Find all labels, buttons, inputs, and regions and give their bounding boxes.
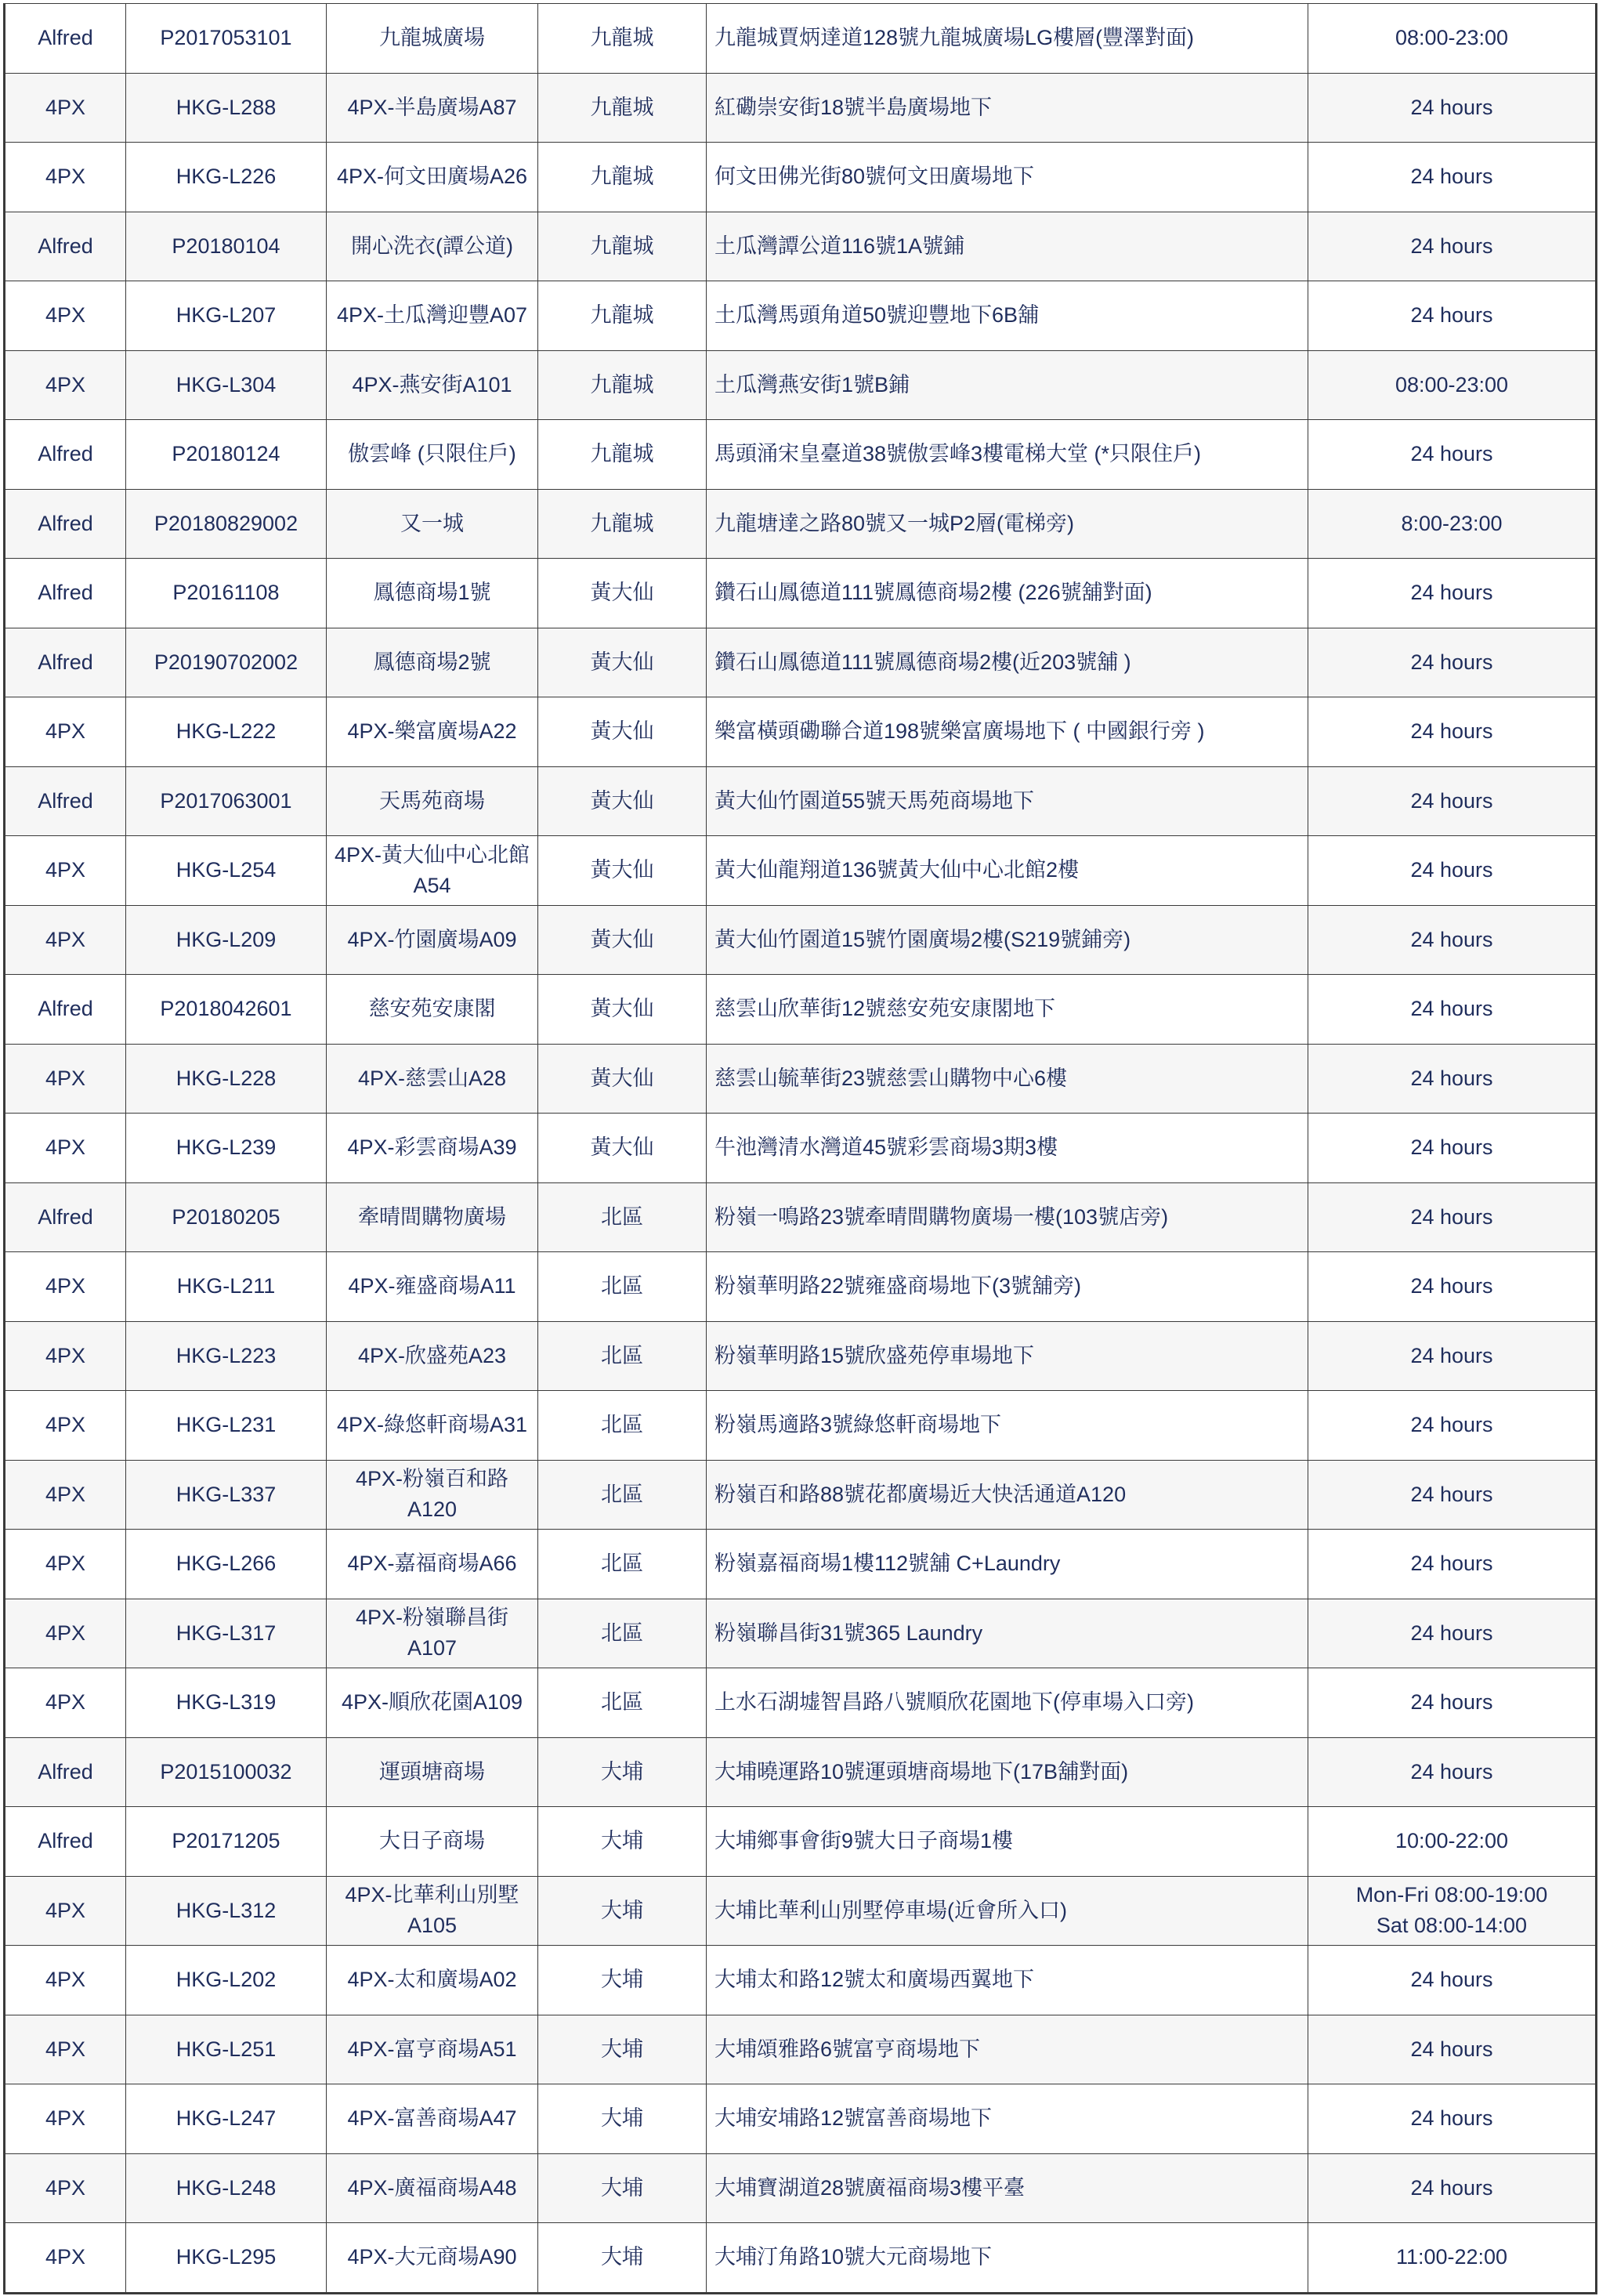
- table-row: [5, 1252, 1597, 1322]
- district-cell: 黃大仙: [538, 975, 707, 1045]
- location-name-cell: 4PX-廣福商場A48: [327, 2153, 538, 2223]
- locker-code-cell: HKG-L207: [126, 281, 327, 351]
- opening-hours-cell: 24 hours: [1308, 420, 1597, 490]
- location-name-cell: 九龍城廣場: [327, 4, 538, 74]
- provider-cell: 4PX: [5, 697, 126, 767]
- district-cell: 黃大仙: [538, 628, 707, 697]
- district-cell: 黃大仙: [538, 1044, 707, 1114]
- address-cell: 鑽石山鳳德道111號鳳德商場2樓(近203號舖 ): [707, 628, 1308, 697]
- location-name-cell: 4PX-燕安街A101: [327, 350, 538, 420]
- location-name-cell: 4PX-富亨商場A51: [327, 2015, 538, 2084]
- table-row: [5, 1946, 1597, 2015]
- opening-hours-cell: 08:00-23:00: [1308, 350, 1597, 420]
- district-cell: 北區: [538, 1391, 707, 1461]
- table-row: [5, 1044, 1597, 1114]
- locker-code-cell: HKG-L337: [126, 1460, 327, 1530]
- opening-hours-cell: 24 hours: [1308, 1044, 1597, 1114]
- provider-cell: Alfred: [5, 559, 126, 628]
- provider-cell: 4PX: [5, 1946, 126, 2015]
- address-cell: 大埔頌雅路6號富亨商場地下: [707, 2015, 1308, 2084]
- locker-code-cell: P20171205: [126, 1807, 327, 1877]
- provider-cell: Alfred: [5, 628, 126, 697]
- provider-cell: Alfred: [5, 766, 126, 836]
- district-cell: 九龍城: [538, 212, 707, 281]
- district-cell: 黃大仙: [538, 766, 707, 836]
- locker-code-cell: HKG-L228: [126, 1044, 327, 1114]
- table-row: [5, 1321, 1597, 1391]
- locker-code-cell: HKG-L288: [126, 73, 327, 143]
- locker-code-cell: HKG-L226: [126, 143, 327, 212]
- location-name-cell: 又一城: [327, 489, 538, 559]
- address-cell: 大埔太和路12號太和廣場西翼地下: [707, 1946, 1308, 2015]
- location-name-cell: 4PX-黃大仙中心北館A54: [327, 836, 538, 906]
- address-cell: 樂富橫頭磡聯合道198號樂富廣場地下 ( 中國銀行旁 ): [707, 697, 1308, 767]
- location-name-cell: 天馬苑商場: [327, 766, 538, 836]
- opening-hours-cell: Mon-Fri 08:00-19:00 Sat 08:00-14:00: [1308, 1876, 1597, 1946]
- district-cell: 北區: [538, 1321, 707, 1391]
- table-row: [5, 4, 1597, 74]
- address-cell: 九龍城賈炳達道128號九龍城廣場LG樓層(豐澤對面): [707, 4, 1308, 74]
- location-name-cell: 鳳德商場1號: [327, 559, 538, 628]
- opening-hours-cell: 24 hours: [1308, 143, 1597, 212]
- location-name-cell: 4PX-順欣花園A109: [327, 1668, 538, 1738]
- location-name-cell: 4PX-綠悠軒商場A31: [327, 1391, 538, 1461]
- locker-code-cell: HKG-L231: [126, 1391, 327, 1461]
- provider-cell: Alfred: [5, 1182, 126, 1252]
- table-row: [5, 2153, 1597, 2223]
- district-cell: 黃大仙: [538, 836, 707, 906]
- locker-code-cell: P2017063001: [126, 766, 327, 836]
- opening-hours-cell: 24 hours: [1308, 559, 1597, 628]
- district-cell: 九龍城: [538, 143, 707, 212]
- location-name-cell: 4PX-竹園廣場A09: [327, 905, 538, 975]
- locker-code-cell: P2015100032: [126, 1737, 327, 1807]
- address-cell: 大埔比華利山別墅停車場(近會所入口): [707, 1876, 1308, 1946]
- provider-cell: 4PX: [5, 1530, 126, 1599]
- locker-code-cell: P20161108: [126, 559, 327, 628]
- provider-cell: 4PX: [5, 1044, 126, 1114]
- district-cell: 黃大仙: [538, 559, 707, 628]
- table-body: [5, 4, 1597, 2294]
- provider-cell: 4PX: [5, 1460, 126, 1530]
- provider-cell: 4PX: [5, 905, 126, 975]
- district-cell: 北區: [538, 1599, 707, 1668]
- opening-hours-cell: 24 hours: [1308, 1599, 1597, 1668]
- table-row: [5, 559, 1597, 628]
- opening-hours-cell: 24 hours: [1308, 2084, 1597, 2154]
- opening-hours-cell: 24 hours: [1308, 1737, 1597, 1807]
- table-row: [5, 420, 1597, 490]
- table-row: [5, 350, 1597, 420]
- district-cell: 北區: [538, 1252, 707, 1322]
- table-row: [5, 1114, 1597, 1183]
- district-cell: 大埔: [538, 2153, 707, 2223]
- opening-hours-cell: 24 hours: [1308, 1530, 1597, 1599]
- location-name-cell: 4PX-樂富廣場A22: [327, 697, 538, 767]
- locker-code-cell: P2017053101: [126, 4, 327, 74]
- locker-code-cell: HKG-L248: [126, 2153, 327, 2223]
- location-name-cell: 4PX-欣盛苑A23: [327, 1321, 538, 1391]
- locker-code-cell: P2018042601: [126, 975, 327, 1045]
- locker-code-cell: P20180829002: [126, 489, 327, 559]
- address-cell: 粉嶺馬適路3號綠悠軒商場地下: [707, 1391, 1308, 1461]
- provider-cell: 4PX: [5, 1321, 126, 1391]
- district-cell: 九龍城: [538, 489, 707, 559]
- address-cell: 九龍塘達之路80號又一城P2層(電梯旁): [707, 489, 1308, 559]
- locker-code-cell: HKG-L317: [126, 1599, 327, 1668]
- provider-cell: 4PX: [5, 2223, 126, 2294]
- address-cell: 大埔寶湖道28號廣福商場3樓平臺: [707, 2153, 1308, 2223]
- table-row: [5, 905, 1597, 975]
- table-row: [5, 1668, 1597, 1738]
- locker-code-cell: HKG-L247: [126, 2084, 327, 2154]
- locker-code-cell: HKG-L312: [126, 1876, 327, 1946]
- opening-hours-cell: 8:00-23:00: [1308, 489, 1597, 559]
- locker-code-cell: HKG-L304: [126, 350, 327, 420]
- district-cell: 北區: [538, 1460, 707, 1530]
- address-cell: 粉嶺華明路15號欣盛苑停車場地下: [707, 1321, 1308, 1391]
- address-cell: 慈雲山欣華街12號慈安苑安康閣地下: [707, 975, 1308, 1045]
- opening-hours-cell: 24 hours: [1308, 1946, 1597, 2015]
- provider-cell: 4PX: [5, 1391, 126, 1461]
- address-cell: 大埔鄉事會街9號大日子商場1樓: [707, 1807, 1308, 1877]
- table-row: [5, 1460, 1597, 1530]
- locker-code-cell: HKG-L222: [126, 697, 327, 767]
- table-row: [5, 1737, 1597, 1807]
- opening-hours-cell: 24 hours: [1308, 836, 1597, 906]
- location-name-cell: 4PX-半島廣場A87: [327, 73, 538, 143]
- table-row: [5, 975, 1597, 1045]
- table-row: [5, 1182, 1597, 1252]
- location-name-cell: 4PX-比華利山別墅A105: [327, 1876, 538, 1946]
- address-cell: 粉嶺一鳴路23號牽晴間購物廣場一樓(103號店旁): [707, 1182, 1308, 1252]
- location-name-cell: 牽晴間購物廣場: [327, 1182, 538, 1252]
- opening-hours-cell: 24 hours: [1308, 1182, 1597, 1252]
- district-cell: 九龍城: [538, 350, 707, 420]
- provider-cell: 4PX: [5, 143, 126, 212]
- provider-cell: Alfred: [5, 1737, 126, 1807]
- locker-code-cell: P20180104: [126, 212, 327, 281]
- location-name-cell: 4PX-何文田廣場A26: [327, 143, 538, 212]
- district-cell: 大埔: [538, 1946, 707, 2015]
- locker-code-cell: HKG-L211: [126, 1252, 327, 1322]
- opening-hours-cell: 24 hours: [1308, 1252, 1597, 1322]
- opening-hours-cell: 24 hours: [1308, 1321, 1597, 1391]
- district-cell: 大埔: [538, 1737, 707, 1807]
- location-name-cell: 4PX-慈雲山A28: [327, 1044, 538, 1114]
- address-cell: 土瓜灣譚公道116號1A號鋪: [707, 212, 1308, 281]
- address-cell: 土瓜灣燕安街1號B鋪: [707, 350, 1308, 420]
- provider-cell: 4PX: [5, 2015, 126, 2084]
- opening-hours-cell: 24 hours: [1308, 628, 1597, 697]
- district-cell: 九龍城: [538, 420, 707, 490]
- address-cell: 鑽石山鳳德道111號鳳德商場2樓 (226號舖對面): [707, 559, 1308, 628]
- location-name-cell: 大日子商場: [327, 1807, 538, 1877]
- locker-code-cell: HKG-L254: [126, 836, 327, 906]
- table-row: [5, 2223, 1597, 2294]
- provider-cell: Alfred: [5, 975, 126, 1045]
- table-row: [5, 281, 1597, 351]
- opening-hours-cell: 24 hours: [1308, 1668, 1597, 1738]
- locker-code-cell: HKG-L319: [126, 1668, 327, 1738]
- location-name-cell: 慈安苑安康閣: [327, 975, 538, 1045]
- district-cell: 九龍城: [538, 281, 707, 351]
- address-cell: 馬頭涌宋皇臺道38號傲雲峰3樓電梯大堂 (*只限住戶): [707, 420, 1308, 490]
- table-row: [5, 212, 1597, 281]
- opening-hours-cell: 24 hours: [1308, 766, 1597, 836]
- table-row: [5, 697, 1597, 767]
- provider-cell: 4PX: [5, 2153, 126, 2223]
- provider-cell: 4PX: [5, 2084, 126, 2154]
- provider-cell: 4PX: [5, 1876, 126, 1946]
- locker-code-cell: HKG-L266: [126, 1530, 327, 1599]
- provider-cell: Alfred: [5, 212, 126, 281]
- district-cell: 北區: [538, 1668, 707, 1738]
- opening-hours-cell: 10:00-22:00: [1308, 1807, 1597, 1877]
- district-cell: 九龍城: [538, 73, 707, 143]
- provider-cell: 4PX: [5, 1114, 126, 1183]
- provider-cell: Alfred: [5, 420, 126, 490]
- address-cell: 黃大仙竹園道55號天馬苑商場地下: [707, 766, 1308, 836]
- provider-cell: 4PX: [5, 836, 126, 906]
- table-row: [5, 143, 1597, 212]
- location-name-cell: 4PX-粉嶺百和路A120: [327, 1460, 538, 1530]
- locker-code-cell: HKG-L295: [126, 2223, 327, 2294]
- locker-code-cell: P20180124: [126, 420, 327, 490]
- locker-code-cell: HKG-L223: [126, 1321, 327, 1391]
- table-row: [5, 628, 1597, 697]
- district-cell: 黃大仙: [538, 905, 707, 975]
- address-cell: 粉嶺嘉福商場1樓112號舖 C+Laundry: [707, 1530, 1308, 1599]
- table-row: [5, 2015, 1597, 2084]
- address-cell: 上水石湖墟智昌路八號順欣花園地下(停車場入口旁): [707, 1668, 1308, 1738]
- location-name-cell: 4PX-彩雲商場A39: [327, 1114, 538, 1183]
- address-cell: 黃大仙竹園道15號竹園廣場2樓(S219號鋪旁): [707, 905, 1308, 975]
- location-name-cell: 4PX-土瓜灣迎豐A07: [327, 281, 538, 351]
- locker-code-cell: P20190702002: [126, 628, 327, 697]
- district-cell: 大埔: [538, 2223, 707, 2294]
- address-cell: 粉嶺百和路88號花都廣場近大快活通道A120: [707, 1460, 1308, 1530]
- locker-code-cell: P20180205: [126, 1182, 327, 1252]
- location-name-cell: 4PX-大元商場A90: [327, 2223, 538, 2294]
- location-name-cell: 4PX-嘉福商場A66: [327, 1530, 538, 1599]
- provider-cell: 4PX: [5, 73, 126, 143]
- district-cell: 北區: [538, 1182, 707, 1252]
- provider-cell: Alfred: [5, 4, 126, 74]
- address-cell: 黃大仙龍翔道136號黃大仙中心北館2樓: [707, 836, 1308, 906]
- locker-code-cell: HKG-L202: [126, 1946, 327, 2015]
- locker-code-cell: HKG-L251: [126, 2015, 327, 2084]
- location-name-cell: 運頭塘商場: [327, 1737, 538, 1807]
- address-cell: 紅磡崇安街18號半島廣場地下: [707, 73, 1308, 143]
- opening-hours-cell: 11:00-22:00: [1308, 2223, 1597, 2294]
- district-cell: 大埔: [538, 2084, 707, 2154]
- location-name-cell: 開心洗衣(譚公道): [327, 212, 538, 281]
- opening-hours-cell: 24 hours: [1308, 281, 1597, 351]
- opening-hours-cell: 08:00-23:00: [1308, 4, 1597, 74]
- location-name-cell: 傲雲峰 (只限住戶): [327, 420, 538, 490]
- provider-cell: 4PX: [5, 1599, 126, 1668]
- opening-hours-cell: 24 hours: [1308, 1460, 1597, 1530]
- district-cell: 北區: [538, 1530, 707, 1599]
- provider-cell: 4PX: [5, 281, 126, 351]
- location-name-cell: 4PX-太和廣場A02: [327, 1946, 538, 2015]
- table-row: [5, 836, 1597, 906]
- location-name-cell: 4PX-粉嶺聯昌街A107: [327, 1599, 538, 1668]
- location-name-cell: 鳳德商場2號: [327, 628, 538, 697]
- table-row: [5, 2084, 1597, 2154]
- address-cell: 大埔曉運路10號運頭塘商場地下(17B舖對面): [707, 1737, 1308, 1807]
- opening-hours-cell: 24 hours: [1308, 73, 1597, 143]
- address-cell: 慈雲山毓華街23號慈雲山購物中心6樓: [707, 1044, 1308, 1114]
- district-cell: 大埔: [538, 1807, 707, 1877]
- opening-hours-cell: 24 hours: [1308, 1114, 1597, 1183]
- locker-code-cell: HKG-L209: [126, 905, 327, 975]
- provider-cell: Alfred: [5, 1807, 126, 1877]
- table-row: [5, 1391, 1597, 1461]
- opening-hours-cell: 24 hours: [1308, 905, 1597, 975]
- opening-hours-cell: 24 hours: [1308, 2015, 1597, 2084]
- location-name-cell: 4PX-雍盛商場A11: [327, 1252, 538, 1322]
- address-cell: 大埔安埔路12號富善商場地下: [707, 2084, 1308, 2154]
- table-row: [5, 1599, 1597, 1668]
- provider-cell: Alfred: [5, 489, 126, 559]
- opening-hours-cell: 24 hours: [1308, 212, 1597, 281]
- provider-cell: 4PX: [5, 1252, 126, 1322]
- opening-hours-cell: 24 hours: [1308, 697, 1597, 767]
- location-name-cell: 4PX-富善商場A47: [327, 2084, 538, 2154]
- table-row: [5, 489, 1597, 559]
- table-row: [5, 1876, 1597, 1946]
- table-row: [5, 766, 1597, 836]
- provider-cell: 4PX: [5, 350, 126, 420]
- address-cell: 粉嶺聯昌街31號365 Laundry: [707, 1599, 1308, 1668]
- address-cell: 大埔汀角路10號大元商場地下: [707, 2223, 1308, 2294]
- opening-hours-cell: 24 hours: [1308, 1391, 1597, 1461]
- address-cell: 土瓜灣馬頭角道50號迎豐地下6B舖: [707, 281, 1308, 351]
- district-cell: 九龍城: [538, 4, 707, 74]
- locker-code-cell: HKG-L239: [126, 1114, 327, 1183]
- address-cell: 何文田佛光街80號何文田廣場地下: [707, 143, 1308, 212]
- district-cell: 大埔: [538, 1876, 707, 1946]
- district-cell: 大埔: [538, 2015, 707, 2084]
- district-cell: 黃大仙: [538, 697, 707, 767]
- address-cell: 粉嶺華明路22號雍盛商場地下(3號舖旁): [707, 1252, 1308, 1322]
- address-cell: 牛池灣清水灣道45號彩雲商場3期3樓: [707, 1114, 1308, 1183]
- opening-hours-cell: 24 hours: [1308, 2153, 1597, 2223]
- table-row: [5, 1807, 1597, 1877]
- table-row: [5, 73, 1597, 143]
- locker-table: [3, 3, 1597, 2294]
- opening-hours-cell: 24 hours: [1308, 975, 1597, 1045]
- table-row: [5, 1530, 1597, 1599]
- district-cell: 黃大仙: [538, 1114, 707, 1183]
- provider-cell: 4PX: [5, 1668, 126, 1738]
